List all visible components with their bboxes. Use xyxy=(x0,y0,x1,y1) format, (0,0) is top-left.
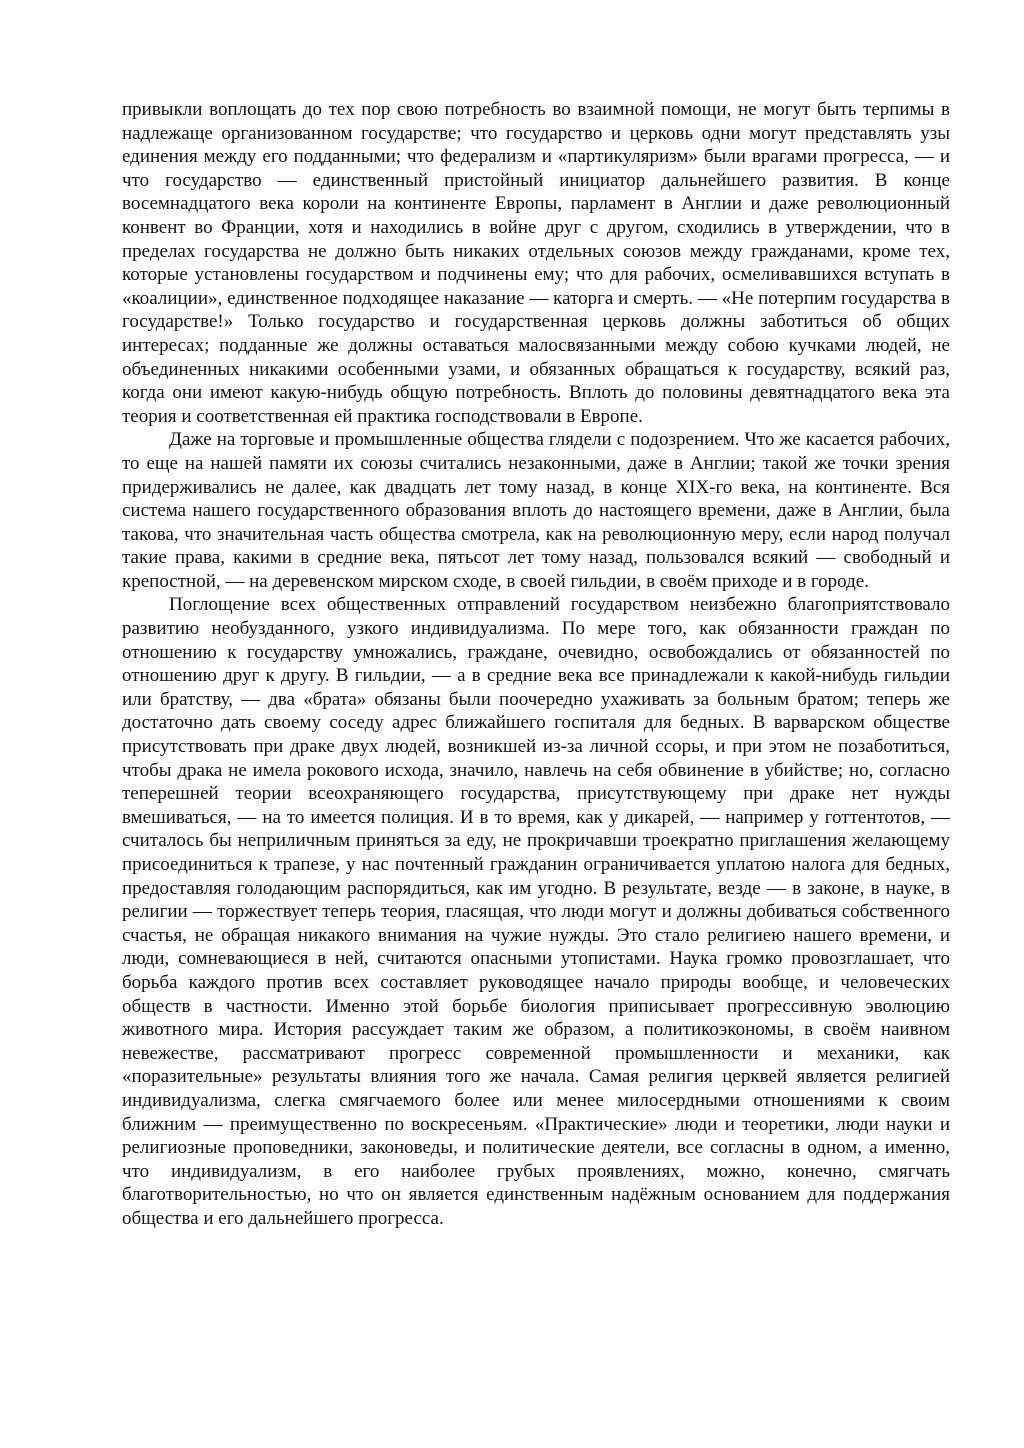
paragraph-1: привыкли воплощать до тех пор свою потребность во взаимной помощи, не могут быть терпимы в надлежаще организованном государстве; что государство и церковь одни могут представлять узы единения между его подданными; что федерализм и «партикуляризм» были врагами прогресса, — и что государство — единственный пристойный инициатор дальнейшего развития. В конце восемнадцатого века короли на континенте Европы, парламент в Англии и даже революционный конвент во Франции, хотя и находились в войне друг с другом, сходились в утверждении, что в пределах государства не должно быть никаких отдельных союзов между гражданами, кроме тех, которые установлены государством и подчинены ему; что для рабочих, осмеливавшихся вступать в «коалиции», единственное подходящее наказание — каторга и смерть. — «Не потерпим государства в государстве!» Только государство и государственная церковь должны заботиться об общих интересах; подданные же должны оставаться малосвязанными между собою кучками людей, не объединенных никакими особенными узами, и обязанных обращаться к государству, всякий раз, когда они имеют какую-нибудь общую потребность. Вплоть до половины девятнадцатого века эта теория и соответственная ей практика господствовали в Европе. xyxy=(122,99,950,427)
paragraph-3: Поглощение всех общественных отправлений государством неизбежно благоприятствовало развитию необузданного, узкого индивидуализма. По мере того, как обязанности граждан по отношению к государству умножались, граждане, очевидно, освобождались от обязанностей по отношению друг к другу. В гильдии, — а в средние века все принадлежали к какой-нибудь гильдии или братству, — два «брата» обязаны были поочередно ухаживать за больным братом; теперь же достаточно дать своему соседу адрес ближайшего госпиталя для бедных. В варварском обществе присутствовать при драке двух людей, возникшей из-за личной ссоры, и при этом не позаботиться, чтобы драка не имела рокового исхода, значило, навлечь на себя обвинение в убийстве; но, согласно теперешней теории всеохраняющего государства, присутствующему при драке нет нужды вмешиваться, — на то имеется полиция. И в то время, как у дикарей, — например у готтентотов, — считалось бы неприличным приняться за еду, не прокричавши троекратно приглашения желающему присоединиться к трапезе, у нас почтенный гражданин ограничивается уплатою налога для бедных, предоставляя голодающим распорядиться, как им угодно. В результате, везде — в законе, в науке, в религии — торжествует теперь теория, гласящая, что люди могут и должны добиваться собственного счастья, не обращая никакого внимания на чужие нужды. Это стало религиею нашего времени, и люди, сомневающиеся в ней, считаются опасными утопистами. Наука громко провозглашает, что борьба каждого против всех составляет руководящее начало природы вообще, и человеческих обществ в частности. Именно этой борьбе биология приписывает прогрессивную эволюцию животного мира. История рассуждает таким же образом, а политикоэкономы, в своём наивном невежестве, рассматривают прогресс современной промышленности и механики, как «поразительные» результаты влияния того же начала. Самая религия церквей является религией индивидуализма, слегка смягчаемого более или менее милосердными отношениями к своим ближним — преимущественно по воскресеньям. «Практические» люди и теоретики, люди науки и религиозные проповедники, законоведы, и политические деятели, все согласны в одном, а именно, что индивидуализм, в его наиболее грубых проявлениях, можно, конечно, смягчать благотворительностью, но что он является единственным надёжным основанием для поддержания общества и его дальнейшего прогресса. xyxy=(122,594,950,1229)
paragraph-2: Даже на торговые и промышленные общества глядели с подозрением. Что же касается рабочих, то еще на нашей памяти их союзы считались незаконными, даже в Англии; такой же точки зрения придерживались не далее, как двадцать лет тому назад, в конце XIX-го века, на континенте. Вся система нашего государственного образования вплоть до настоящего времени, даже в Англии, была такова, что значительная часть общества смотрела, как на революционную меру, если народ получал такие права, какими в средние века, пятьсот лет тому назад, пользовался всякий — свободный и крепостной, — на деревенском мирском сходе, в своей гильдии, в своём приходе и в городе. xyxy=(122,429,950,592)
